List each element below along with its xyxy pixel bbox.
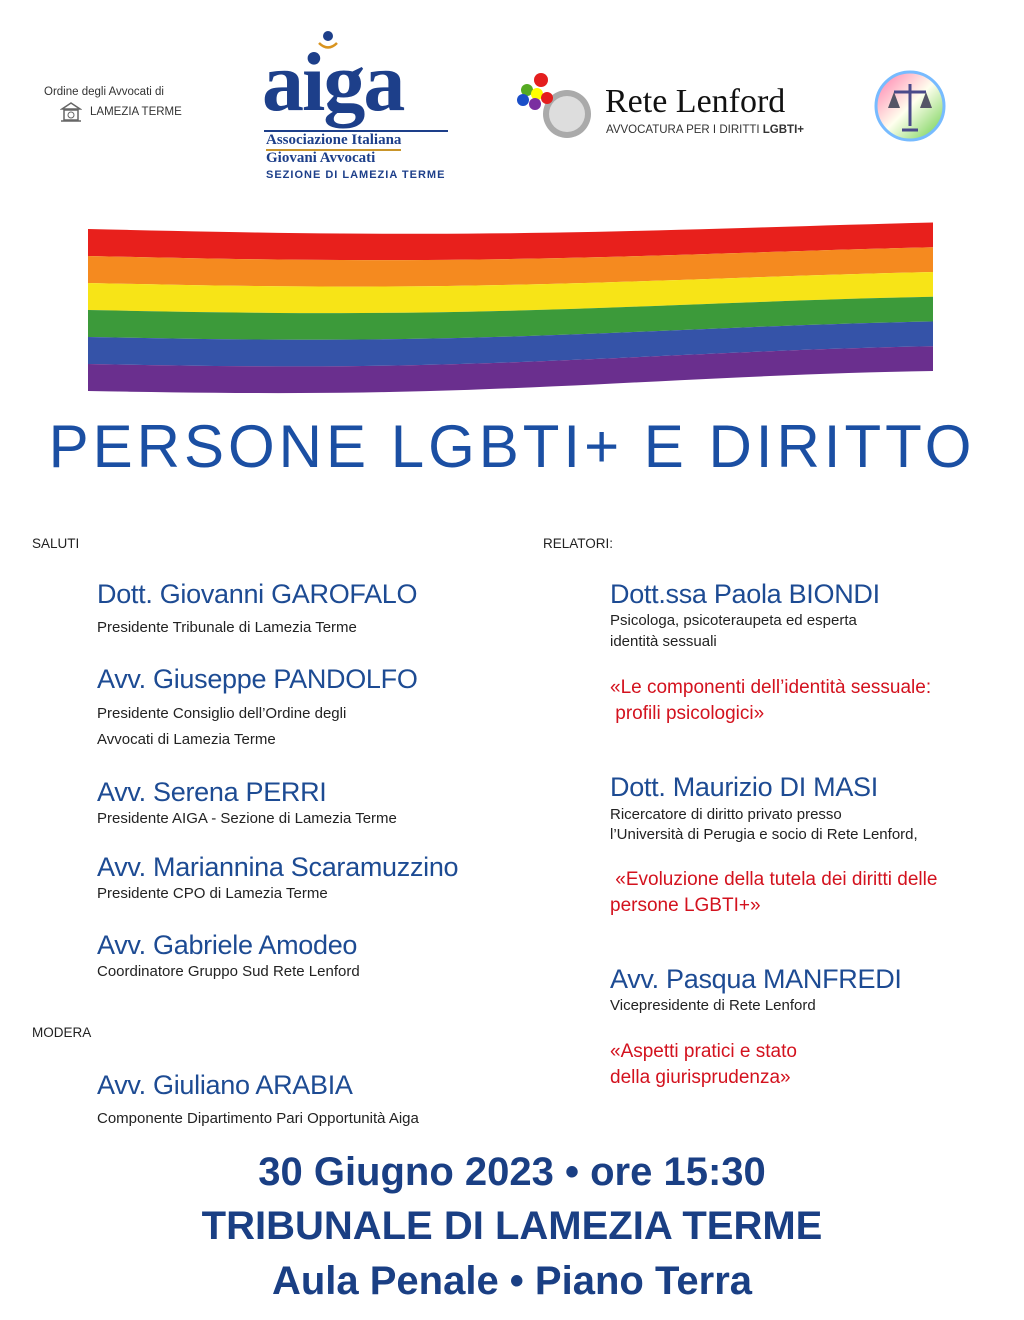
courthouse-icon (60, 101, 82, 123)
saluto-role: Presidente CPO di Lamezia Terme (97, 885, 328, 902)
ordine-line2: LAMEZIA TERME (90, 106, 182, 118)
talk-title: profili psicologici» (610, 703, 765, 724)
moderator-role: Componente Dipartimento Pari Opportunità Aiga (97, 1110, 419, 1127)
ordine-avvocati-logo (44, 86, 189, 123)
saluto-name: Avv. Mariannina Scaramuzzino (97, 852, 459, 882)
rete-lenford-emblem-icon (515, 70, 595, 142)
talk-title: «Evoluzione della tutela dei diritti delle (610, 869, 938, 890)
relatori-label: RELATORI: (543, 536, 614, 551)
relatore-role: Ricercatore di diritto privato presso (610, 806, 842, 823)
rete-lenford-logo (515, 70, 825, 142)
rainbow-flag (88, 215, 938, 395)
saluti-label: SALUTI (32, 536, 80, 551)
aiga-logo (262, 30, 450, 185)
saluto-role: Avvocati di Lamezia Terme (97, 731, 276, 748)
rete-lenford-title: Rete Lenford (605, 83, 786, 120)
saluto-role: Coordinatore Gruppo Sud Rete Lenford (97, 963, 360, 980)
relatore-name: Dott. Maurizio DI MASI (610, 772, 878, 802)
talk-title: «Le componenti dell’identità sessuale: (610, 677, 932, 698)
aiga-wordmark: aiga (262, 36, 404, 129)
rete-lenford-subtitle-bold: LGBTI+ (762, 124, 804, 136)
ordine-line1: Ordine degli Avvocati di (44, 86, 164, 98)
talk-title: persone LGBTI+» (610, 895, 761, 916)
relatore-name: Dott.ssa Paola BIONDI (610, 579, 880, 609)
relatore-role: Psicologa, psicoteraupeta ed esperta (610, 612, 857, 629)
event-date-time: 30 Giugno 2023 • ore 15:30 (258, 1150, 766, 1194)
rete-lenford-subtitle: AVVOCATURA PER I DIRITTI (606, 124, 760, 136)
saluto-role: Presidente Consiglio dell’Ordine degli (97, 705, 347, 722)
saluto-role: Presidente Tribunale di Lamezia Terme (97, 619, 357, 636)
event-title: PERSONE LGBTI+ E DIRITTO (48, 413, 976, 480)
talk-title: della giurisprudenza» (610, 1067, 791, 1088)
relatore-role: identità sessuali (610, 633, 717, 650)
aiga-line2: Giovani Avvocati (266, 150, 376, 166)
aiga-line1: Associazione Italiana (266, 132, 401, 151)
relatore-role: Vicepresidente di Rete Lenford (610, 997, 816, 1014)
saluto-name: Avv. Gabriele Amodeo (97, 930, 358, 960)
saluto-name: Avv. Giuseppe PANDOLFO (97, 664, 418, 694)
saluto-role: Presidente AIGA - Sezione di Lamezia Terme (97, 810, 397, 827)
relatore-name: Avv. Pasqua MANFREDI (610, 964, 902, 994)
moderator-name: Avv. Giuliano ARABIA (97, 1070, 353, 1100)
talk-title: «Aspetti pratici e stato (610, 1041, 797, 1062)
cpo-circle-logo (872, 70, 948, 142)
event-room: Aula Penale • Piano Terra (271, 1259, 753, 1303)
saluto-name: Dott. Giovanni GAROFALO (97, 579, 418, 609)
relatore-role: l’Università di Perugia e socio di Rete Lenford, (610, 826, 918, 843)
modera-label: MODERA (32, 1025, 92, 1040)
event-venue: TRIBUNALE DI LAMEZIA TERME (201, 1204, 823, 1248)
aiga-line3: SEZIONE DI LAMEZIA TERME (266, 169, 446, 181)
saluto-name: Avv. Serena PERRI (97, 777, 327, 807)
